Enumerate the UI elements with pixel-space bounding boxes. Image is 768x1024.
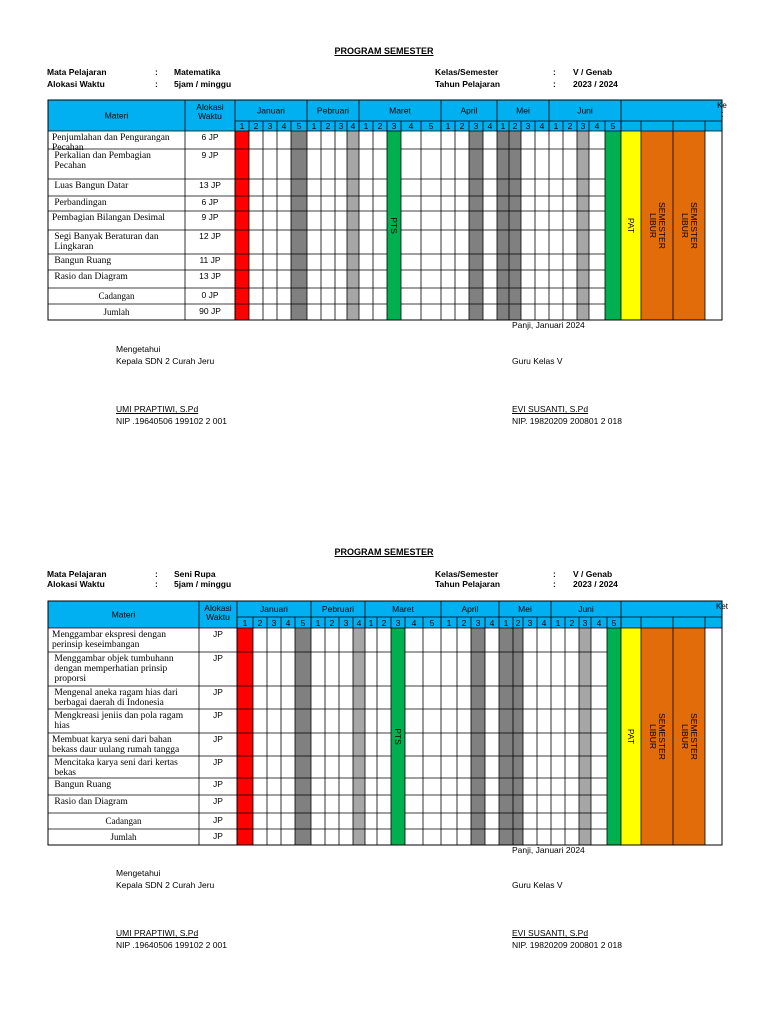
- separator: :: [553, 569, 556, 579]
- week-number: 3: [582, 618, 588, 628]
- separator: :: [155, 569, 158, 579]
- jp-value: JP: [213, 710, 223, 720]
- week-number: 4: [489, 618, 495, 628]
- materi-text: Pecahan: [52, 161, 87, 171]
- jp-value: JP: [213, 629, 223, 639]
- kepala-nip: NIP .19640506 199102 2 001: [116, 940, 227, 950]
- ket-header: Ke: [717, 101, 727, 110]
- week-number: 3: [267, 121, 273, 131]
- mapel-value: Matematika: [174, 67, 221, 77]
- week-number: 5: [428, 121, 434, 131]
- materi-text: Bangun Ruang: [52, 780, 112, 790]
- kelas-value: V / Genab: [573, 569, 613, 579]
- week-number: 4: [408, 121, 414, 131]
- week-number: 3: [391, 121, 397, 131]
- jp-value: JP: [213, 734, 223, 744]
- materi-text: Membuat karya seni dari bahan: [52, 735, 172, 745]
- jp-value: JP: [213, 757, 223, 767]
- week-number: 4: [285, 618, 291, 628]
- materi-text: Mengenal aneka ragam hias dari: [52, 688, 178, 698]
- materi-text: Bangun Ruang: [52, 256, 112, 266]
- jp-value: JP: [213, 687, 223, 697]
- materi-text: Perkalian dan Pembagian: [52, 151, 151, 161]
- alokasi-value: 5jam / minggu: [174, 579, 232, 589]
- week-number: 2: [461, 618, 467, 628]
- materi-text: Pecahan: [52, 143, 84, 153]
- alokasi-header: Alokasi: [196, 102, 224, 112]
- materi-text: bekas: [52, 768, 77, 778]
- materi-text: Segi Banyak Beraturan dan: [52, 232, 159, 242]
- jp-value: 12 JP: [199, 231, 221, 241]
- materi-header: Materi: [111, 609, 136, 620]
- cadangan-jp: JP: [213, 815, 223, 825]
- cadangan-label: Cadangan: [98, 291, 135, 301]
- week-number: 4: [541, 618, 547, 628]
- week-number: 1: [363, 121, 369, 131]
- materi-text: Luas Bangun Datar: [52, 181, 129, 191]
- jp-value: 11 JP: [199, 255, 221, 265]
- kepala-title: Kepala SDN 2 Curah Jeru: [116, 356, 215, 366]
- cadangan-jp: 0 JP: [201, 290, 219, 300]
- libur-label: SEMESTER: [657, 202, 667, 249]
- jp-value: 13 JP: [199, 271, 221, 281]
- week-number: 3: [580, 121, 586, 131]
- jp-value: 9 JP: [201, 150, 219, 160]
- materi-text: proporsi: [52, 674, 87, 684]
- kepala-nip: NIP .19640506 199102 2 001: [116, 416, 227, 426]
- kelas-label: Kelas/Semester: [435, 569, 499, 579]
- week-number: 1: [311, 121, 317, 131]
- week-number: 3: [271, 618, 277, 628]
- month-header: Juni: [578, 604, 594, 614]
- pts-label: PTS: [393, 728, 403, 745]
- materi-text: Perbandingan: [52, 198, 107, 208]
- tahun-label: Tahun Pelajaran: [435, 579, 501, 589]
- guru-name: EVI SUSANTI, S.Pd: [512, 404, 589, 414]
- materi-text: Lingkaran: [52, 242, 94, 252]
- week-number: 4: [487, 121, 493, 131]
- week-number: 1: [239, 121, 245, 131]
- month-header: Pebruari: [321, 604, 355, 614]
- week-number: 2: [381, 618, 387, 628]
- week-number: 2: [512, 121, 518, 131]
- week-number: 2: [253, 121, 259, 131]
- month-header: Januari: [260, 604, 288, 614]
- week-number: 1: [553, 121, 559, 131]
- week-number: 4: [281, 121, 287, 131]
- alokasi-label: Alokasi Waktu: [47, 79, 105, 89]
- week-number: 1: [503, 618, 509, 628]
- week-number: 3: [475, 618, 481, 628]
- libur-label: SEMESTER: [689, 202, 699, 249]
- month-header: Mei: [516, 105, 530, 116]
- guru-title: Guru Kelas V: [512, 880, 563, 890]
- libur-label: SEMESTER: [657, 713, 667, 760]
- cadangan-label: Cadangan: [105, 816, 142, 826]
- mengetahui: Mengetahui: [116, 868, 161, 878]
- materi-text: Penjumlahan dan Pengurangan: [52, 133, 170, 143]
- week-number: 2: [459, 121, 465, 131]
- week-number: 4: [411, 618, 417, 628]
- week-column-fill: [353, 628, 365, 845]
- materi-text: Menggambar objek tumbuhann: [52, 654, 174, 664]
- materi-text: Pembagian Bilangan Desimal: [52, 213, 165, 223]
- separator: :: [155, 67, 158, 77]
- jp-value: 13 JP: [199, 180, 221, 190]
- guru-nip: NIP. 19820209 200801 2 018: [512, 416, 622, 426]
- alokasi-value: 5jam / minggu: [174, 79, 232, 89]
- mengetahui: Mengetahui: [116, 344, 161, 354]
- materi-text: perinsip keseimbangan: [52, 640, 140, 650]
- month-header: Januari: [257, 105, 285, 116]
- week-number: 3: [343, 618, 349, 628]
- week-number: 5: [296, 121, 302, 131]
- doc-title: PROGRAM SEMESTER: [334, 547, 434, 557]
- mapel-label: Mata Pelajaran: [47, 569, 107, 579]
- alokasi-header: Waktu: [198, 111, 222, 121]
- week-number: 4: [539, 121, 545, 131]
- week-number: 4: [594, 121, 600, 131]
- guru-nip: NIP. 19820209 200801 2 018: [512, 940, 622, 950]
- kelas-label: Kelas/Semester: [435, 67, 499, 77]
- mapel-label: Mata Pelajaran: [47, 67, 107, 77]
- month-header: Pebruari: [316, 105, 350, 116]
- week-number: 2: [569, 618, 575, 628]
- separator: :: [553, 579, 556, 589]
- kepala-name: UMI PRAPTIWI, S.Pd: [116, 404, 199, 414]
- week-column-fill: [237, 628, 253, 845]
- guru-title: Guru Kelas V: [512, 356, 563, 366]
- alokasi-header: Waktu: [206, 612, 230, 622]
- week-column-fill: [471, 628, 485, 845]
- week-column-fill: [513, 628, 523, 845]
- week-number: 5: [300, 618, 306, 628]
- tahun-label: Tahun Pelajaran: [435, 79, 501, 89]
- materi-header: Materi: [104, 110, 129, 121]
- ket-header: Ket: [715, 602, 729, 611]
- ket-header: t: [720, 110, 724, 119]
- month-header: Mei: [518, 604, 532, 614]
- week-number: 2: [567, 121, 573, 131]
- tahun-value: 2023 / 2024: [573, 79, 618, 89]
- separator: :: [155, 79, 158, 89]
- month-header: April: [460, 105, 478, 116]
- month-header: Juni: [577, 105, 593, 116]
- separator: :: [553, 67, 556, 77]
- week-number: 1: [500, 121, 506, 131]
- jp-value: 6 JP: [201, 197, 219, 207]
- week-number: 3: [338, 121, 344, 131]
- week-number: 2: [257, 618, 263, 628]
- week-number: 1: [242, 618, 248, 628]
- week-number: 2: [515, 618, 521, 628]
- week-number: 5: [429, 618, 435, 628]
- week-number: 4: [350, 121, 356, 131]
- materi-text: dengan memperhatian prinsip: [52, 664, 168, 674]
- separator: :: [553, 79, 556, 89]
- alokasi-header: Alokasi: [204, 603, 232, 613]
- materi-text: Mengkreasi jeniis dan pola ragam: [52, 711, 184, 721]
- materi-text: bekass daur uulang rumah tangga: [52, 745, 180, 755]
- week-number: 4: [356, 618, 362, 628]
- jp-value: JP: [213, 796, 223, 806]
- week-number: 3: [395, 618, 401, 628]
- materi-text: hias: [52, 721, 70, 731]
- materi-text: Menggambar ekspresi dengan: [52, 630, 166, 640]
- jumlah-label: Jumlah: [110, 832, 137, 842]
- jp-value: 6 JP: [201, 132, 219, 142]
- jp-value: JP: [213, 779, 223, 789]
- tahun-value: 2023 / 2024: [573, 579, 618, 589]
- week-number: 3: [525, 121, 531, 131]
- week-number: 4: [596, 618, 602, 628]
- month-header: Maret: [389, 105, 411, 116]
- jp-value: 9 JP: [201, 212, 219, 222]
- jp-value: JP: [213, 653, 223, 663]
- week-column-fill: [579, 628, 591, 845]
- pat-label: PAT: [626, 217, 636, 234]
- jumlah-jp: JP: [213, 831, 223, 841]
- place-date: Panji, Januari 2024: [512, 845, 585, 855]
- materi-text: berbagai daerah di Indonesia: [52, 698, 164, 708]
- alokasi-label: Alokasi Waktu: [47, 579, 105, 589]
- materi-text: Rasio dan Diagram: [52, 272, 128, 282]
- week-number: 1: [446, 618, 452, 628]
- week-column-fill: [499, 628, 513, 845]
- week-number: 1: [315, 618, 321, 628]
- week-number: 2: [325, 121, 331, 131]
- week-number: 1: [555, 618, 561, 628]
- kelas-value: V / Genab: [573, 67, 613, 77]
- libur-label: LIBUR: [680, 212, 690, 239]
- kepala-title: Kepala SDN 2 Curah Jeru: [116, 880, 215, 890]
- jumlah-jp: 90 JP: [199, 306, 221, 316]
- materi-text: Rasio dan Diagram: [52, 797, 128, 807]
- kepala-name: UMI PRAPTIWI, S.Pd: [116, 928, 199, 938]
- week-number: 1: [445, 121, 451, 131]
- libur-label: SEMESTER: [689, 713, 699, 760]
- pat-label: PAT: [626, 728, 636, 745]
- week-number: 5: [611, 618, 617, 628]
- week-number: 2: [329, 618, 335, 628]
- week-number: 1: [368, 618, 374, 628]
- month-header: Maret: [392, 604, 414, 614]
- separator: :: [155, 579, 158, 589]
- month-header: April: [461, 604, 479, 614]
- libur-label: LIBUR: [648, 723, 658, 750]
- week-column-fill: [607, 628, 621, 845]
- materi-text: Mencitaka karya seni dari kertas: [52, 758, 178, 768]
- week-number: 5: [610, 121, 616, 131]
- place-date: Panji, Januari 2024: [512, 320, 585, 330]
- doc-title: PROGRAM SEMESTER: [334, 46, 434, 56]
- week-number: 2: [377, 121, 383, 131]
- libur-label: LIBUR: [680, 723, 690, 750]
- pts-label: PTS: [389, 217, 399, 234]
- week-number: 3: [527, 618, 533, 628]
- libur-label: LIBUR: [648, 212, 658, 239]
- mapel-value: Seni Rupa: [174, 569, 216, 579]
- week-column-fill: [295, 628, 311, 845]
- week-number: 3: [473, 121, 479, 131]
- guru-name: EVI SUSANTI, S.Pd: [512, 928, 589, 938]
- jumlah-label: Jumlah: [103, 307, 130, 317]
